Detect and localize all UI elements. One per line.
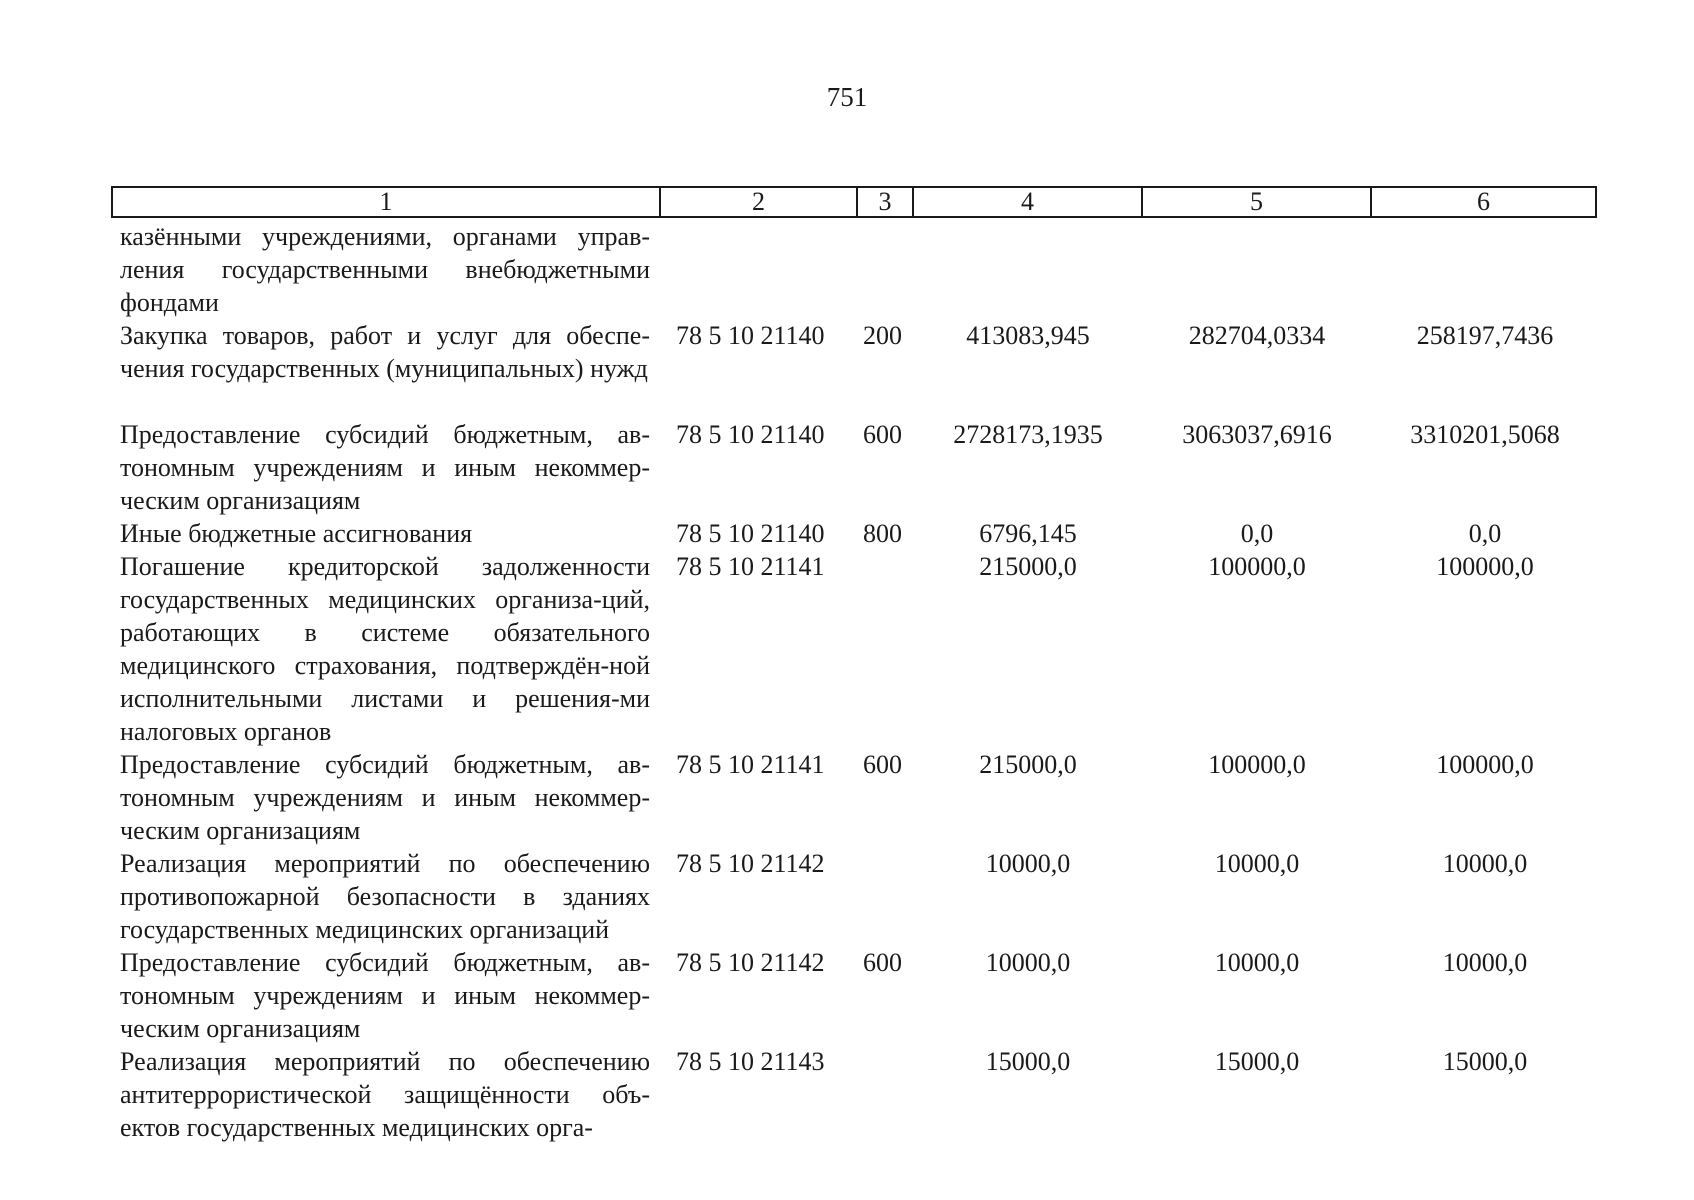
row-description: Закупка товаров, работ и услуг для обеспе-чения государственных (муниципальных) нужд — [120, 321, 650, 383]
column-header-1: 1 — [112, 187, 660, 217]
page-number: 751 — [826, 82, 868, 112]
row-value-5: 282704,0334 — [1188, 321, 1326, 350]
row-code: 78 5 10 21141 — [676, 750, 825, 779]
row-value-6: 10000,0 — [1442, 948, 1528, 977]
row-value-6: 3310201,5068 — [1410, 420, 1560, 449]
row-code: 78 5 10 21141 — [676, 552, 825, 581]
row-code: 78 5 10 21140 — [676, 321, 825, 350]
row-value-5: 15000,0 — [1214, 1047, 1300, 1076]
row-description: Предоставление субсидий бюджетным, ав-тономным учреждениям и иным некоммер-ческим организациям — [120, 750, 650, 845]
row-value-4: 413083,945 — [966, 321, 1090, 350]
row-description: Предоставление субсидий бюджетным, ав-тономным учреждениям и иным некоммер-ческим организациям — [120, 948, 650, 1043]
column-header-3: 3 — [857, 187, 913, 217]
row-type: 600 — [863, 750, 902, 779]
row-type: 200 — [863, 321, 902, 350]
column-header-4: 4 — [913, 187, 1142, 217]
row-description: Реализация мероприятий по обеспечению противопожарной безопасности в зданиях государственных медицинских организаций — [120, 849, 650, 944]
row-value-4: 10000,0 — [985, 948, 1071, 977]
column-header-5: 5 — [1142, 187, 1371, 217]
row-value-6: 258197,7436 — [1416, 321, 1554, 350]
row-value-5: 100000,0 — [1208, 750, 1306, 779]
row-description: казёнными учреждениями, органами управ-ления государственными внебюджетными фондами — [120, 222, 650, 317]
column-header-2: 2 — [660, 187, 857, 217]
row-value-4: 6796,145 — [979, 519, 1077, 548]
row-value-5: 0,0 — [1240, 519, 1274, 548]
row-type: 600 — [863, 420, 902, 449]
row-type: 800 — [863, 519, 902, 548]
row-value-6: 15000,0 — [1442, 1047, 1528, 1076]
row-description: Реализация мероприятий по обеспечению антитеррористической защищённости объ-ектов государственных медицинских орга- — [120, 1047, 650, 1142]
row-value-5: 10000,0 — [1214, 948, 1300, 977]
row-description: Предоставление субсидий бюджетным, ав-тономным учреждениям и иным некоммер-ческим организациям — [120, 420, 650, 515]
row-code: 78 5 10 21140 — [676, 420, 825, 449]
row-value-6: 10000,0 — [1442, 849, 1528, 878]
row-description: Иные бюджетные ассигнования — [120, 519, 473, 548]
row-value-4: 15000,0 — [985, 1047, 1071, 1076]
row-value-4: 215000,0 — [979, 552, 1077, 581]
row-value-5: 10000,0 — [1214, 849, 1300, 878]
row-code: 78 5 10 21142 — [676, 948, 825, 977]
row-code: 78 5 10 21142 — [676, 849, 825, 878]
row-value-6: 0,0 — [1468, 519, 1502, 548]
row-description: Погашение кредиторской задолженности государственных медицинских организа-ций, работающих в системе обязательного медицинского страхования, подтверждён-ной исполнительными листами и решения-ми налоговых органов — [120, 552, 650, 746]
row-value-5: 3063037,6916 — [1182, 420, 1332, 449]
row-code: 78 5 10 21143 — [676, 1047, 825, 1076]
column-header-table — [111, 186, 1597, 218]
column-header-6: 6 — [1371, 187, 1596, 217]
row-value-4: 2728173,1935 — [953, 420, 1103, 449]
row-value-4: 215000,0 — [979, 750, 1077, 779]
row-value-6: 100000,0 — [1436, 552, 1534, 581]
row-value-4: 10000,0 — [985, 849, 1071, 878]
row-value-6: 100000,0 — [1436, 750, 1534, 779]
row-code: 78 5 10 21140 — [676, 519, 825, 548]
row-value-5: 100000,0 — [1208, 552, 1306, 581]
row-type: 600 — [863, 948, 902, 977]
